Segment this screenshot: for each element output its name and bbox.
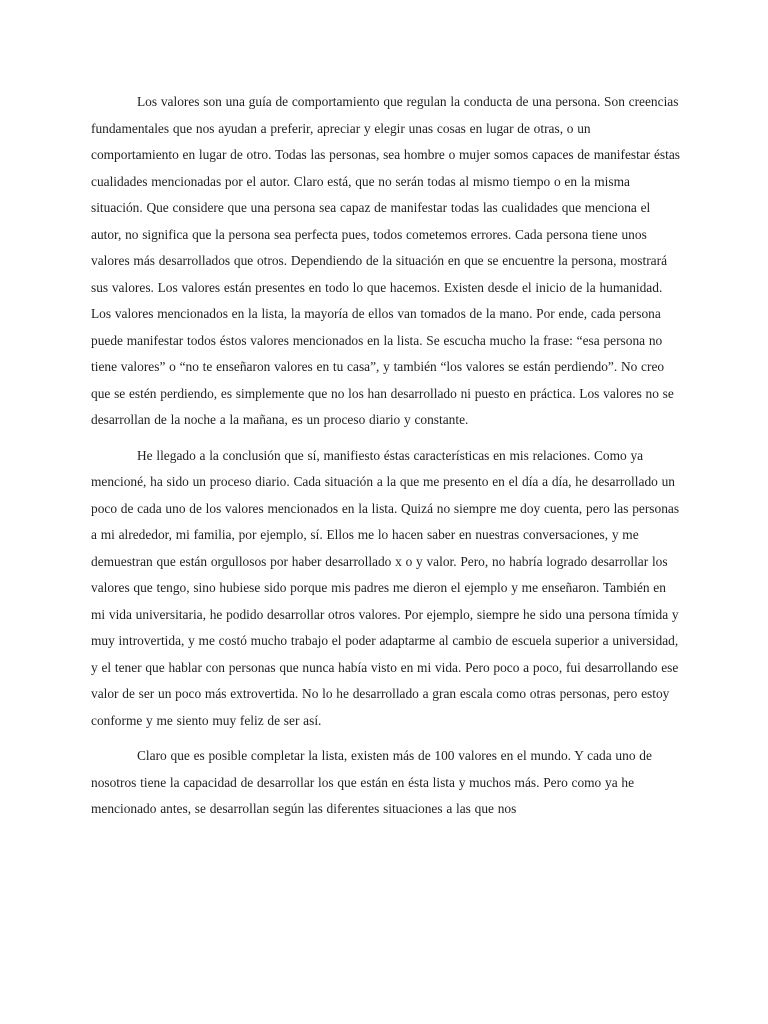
paragraph-1: Los valores son una guía de comportamiento que regulan la conducta de una persona. Son creencias fundamentales que nos ayudan a preferir, apreciar y elegir unas cosas en lugar de otras, o un comportamiento en lugar de otro. Todas las personas, sea hombre o mujer somos capaces de manifestar éstas cualidades mencionadas por el autor. Claro está, que no serán todas al mismo tiempo o en la misma situación. Que considere que una persona sea capaz de manifestar todas las cualidades que menciona el autor, no significa que la persona sea perfecta pues, todos cometemos errores. Cada persona tiene unos valores más desarrollados que otros. Dependiendo de la situación en que se encuentre la persona, mostrará sus valores. Los valores están presentes en todo lo que hacemos. Existen desde el inicio de la humanidad. Los valores mencionados en la lista, la mayoría de ellos van tomados de la mano. Por ende, cada persona puede manifestar todos éstos valores mencionados en la lista. Se escucha mucho la frase: “esa persona no tiene valores” o “no te enseñaron valores en tu casa”, y también “los valores se están perdiendo”. No creo que se estén perdiendo, es simplemente que no los han desarrollado ni puesto en práctica. Los valores no se desarrollan de la noche a la mañana, es un proceso diario y constante. <box>91 94 681 427</box>
paragraph-2: He llegado a la conclusión que sí, manifiesto éstas características en mis relaciones. Como ya mencioné, ha sido un proceso diario. Cada situación a la que me presento en el día a día, he desarrollado un poco de cada uno de los valores mencionados en la lista. Quizá no siempre me doy cuenta, pero las personas a mi alrededor, mi familia, por ejemplo, sí. Ellos me lo hacen saber en nuestras conversaciones, y me demuestran que están orgullosos por haber desarrollado x o y valor. Pero, no habría logrado desarrollar los valores que tengo, sino hubiese sido porque mis padres me dieron el ejemplo y me enseñaron. También en mi vida universitaria, he podido desarrollar otros valores. Por ejemplo, siempre he sido una persona tímida y muy introvertida, y me costó mucho trabajo el poder adaptarme al cambio de escuela superior a universidad, y el tener que hablar con personas que nunca había visto en mi vida. Pero poco a poco, fui desarrollando ese valor de ser un poco más extrovertida. No lo he desarrollado a gran escala como otras personas, pero estoy conforme y me siento muy feliz de ser así. <box>91 447 680 728</box>
paragraph-3: Claro que es posible completar la lista, existen más de 100 valores en el mundo. Y cada uno de nosotros tiene la capacidad de desarrollar los que están en ésta lista y muchos más. Pero como ya he mencionado antes, se desarrollan según las diferentes situaciones a las que nos <box>91 748 652 816</box>
document-body <box>91 89 681 832</box>
